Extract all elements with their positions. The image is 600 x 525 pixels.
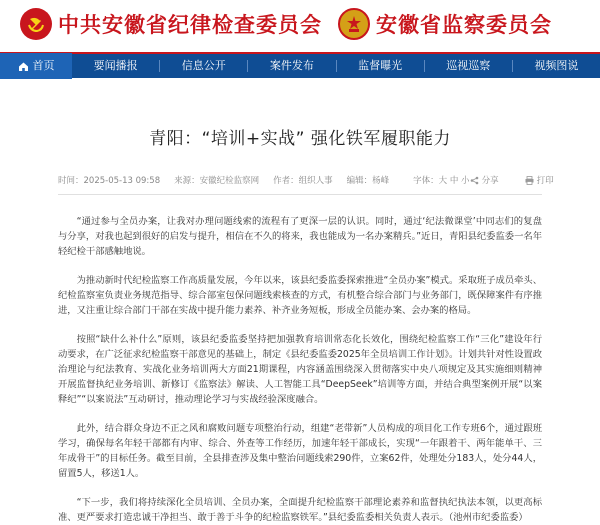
article-meta [58,174,554,186]
article-paragraph: “下一步，我们将持续深化全员培训、全员办案，全面提升纪检监察干部理论素养和监督执纪执法本领，以更高标准、更严要求打造忠诚干净担当、敢于善于斗争的纪检监察铁军。”县纪委监委相关负责人表示。（池州市纪委监委） [58,497,542,523]
print-button[interactable] [525,174,568,186]
article-editor: 编辑：杨峰 [346,176,390,186]
meta-divider [58,194,542,195]
nav-item-news[interactable]: 要闻播报 [93,59,138,72]
site-header [0,0,600,52]
article-paragraph: 为推动新时代纪检监察工作高质量发展，今年以来，该县纪委监委探索推进“全员办案”模式。采取班子成员牵头、纪检监察室负责业务规范指导、综合部室包保问题线索核查的方式，有机整合综合部门与业务部门，既保障案件有序推进，又注重让综合部门干部在实战中提升能力素养、补齐业务短板，形成全员能办案、会办案的格局。 [58,275,542,316]
article [0,124,600,525]
nav-item-home[interactable] [0,53,72,79]
article-author: 作者：组织人事 [273,176,333,186]
article-source: 来源：安徽纪检监察网 [174,176,260,186]
supervision-logo-block[interactable] [338,8,552,40]
article-actions [470,174,568,186]
nav-item-exposure[interactable]: 监督曝光 [358,59,403,72]
font-size-switcher[interactable]: 字体：大 中 小 [413,176,470,186]
share-button[interactable] [470,174,513,186]
cpc-logo-block[interactable] [20,8,322,40]
main-nav [0,52,600,78]
article-paragraph: 此外，结合群众身边不正之风和腐败问题专项整治行动，组建“老带新”人员构成的项目化工作专班6个，通过跟班学习，确保每名年轻干部都有内审、综合、外查等工作经历，加速年轻干部成长，实现“一年跟着干、两年能单干、三年成骨干”的目标任务。截至目前，全县排查涉及集中整治问题线索290件，立案62件，处理处分183人，处分44人，留置5人，移送1人。 [58,423,542,479]
print-label: 打印 [536,176,554,186]
print-icon [525,176,534,185]
cpc-commission-title: 中共安徽省纪律检查委员会 [58,12,322,37]
nav-item-video[interactable]: 视频图说 [534,59,579,72]
article-paragraph: 按照“缺什么补什么”原则，该县纪委监委坚持把加强教育培训常态化长效化，围绕纪检监察工作“三化”建设年行动要求，在广泛征求纪检监察干部意见的基础上，制定《县纪委监委2025年全员培训工作计划》。计划共针对性设置政治理论与纪法教育、实战化业务培训两大方面21期课程，内容涵盖围绕深入贯彻落实中央八项规定及其实施细则精神开展监督执纪业务培训、新修订《监察法》解读、人工智能工具“DeepSeek”培训等方面，并结合典型案例开展“以案释纪”“以案说法”互动研讨，推动理论学习与实战经验深度融合。 [58,334,542,405]
article-title: 青阳：“培训+实战” 强化铁军履职能力 [149,129,451,149]
article-paragraph: “通过参与全员办案，让我对办理问题线索的流程有了更深一层的认识。同时，通过‘纪法微课堂’中同志们的复盘与分享，对我也起到很好的启发与提升，相信在不久的将来，我也能成为一名办案精兵。”近日，青阳县纪委监委一名年轻纪检干部感触地说。 [58,216,542,257]
nav-item-cases[interactable]: 案件发布 [269,59,314,72]
article-body [58,214,542,525]
home-icon [18,61,29,72]
nav-item-label: 首页 [32,59,55,72]
share-label: 分享 [481,176,499,186]
national-emblem-icon [338,8,370,40]
share-icon [470,176,479,185]
nav-item-info[interactable]: 信息公开 [181,59,226,72]
supervision-commission-title: 安徽省监察委员会 [376,12,552,37]
party-emblem-icon [20,8,52,40]
publish-date: 时间：2025-05-13 09:58 [58,176,161,186]
nav-item-inspection[interactable]: 巡视巡察 [446,59,491,72]
